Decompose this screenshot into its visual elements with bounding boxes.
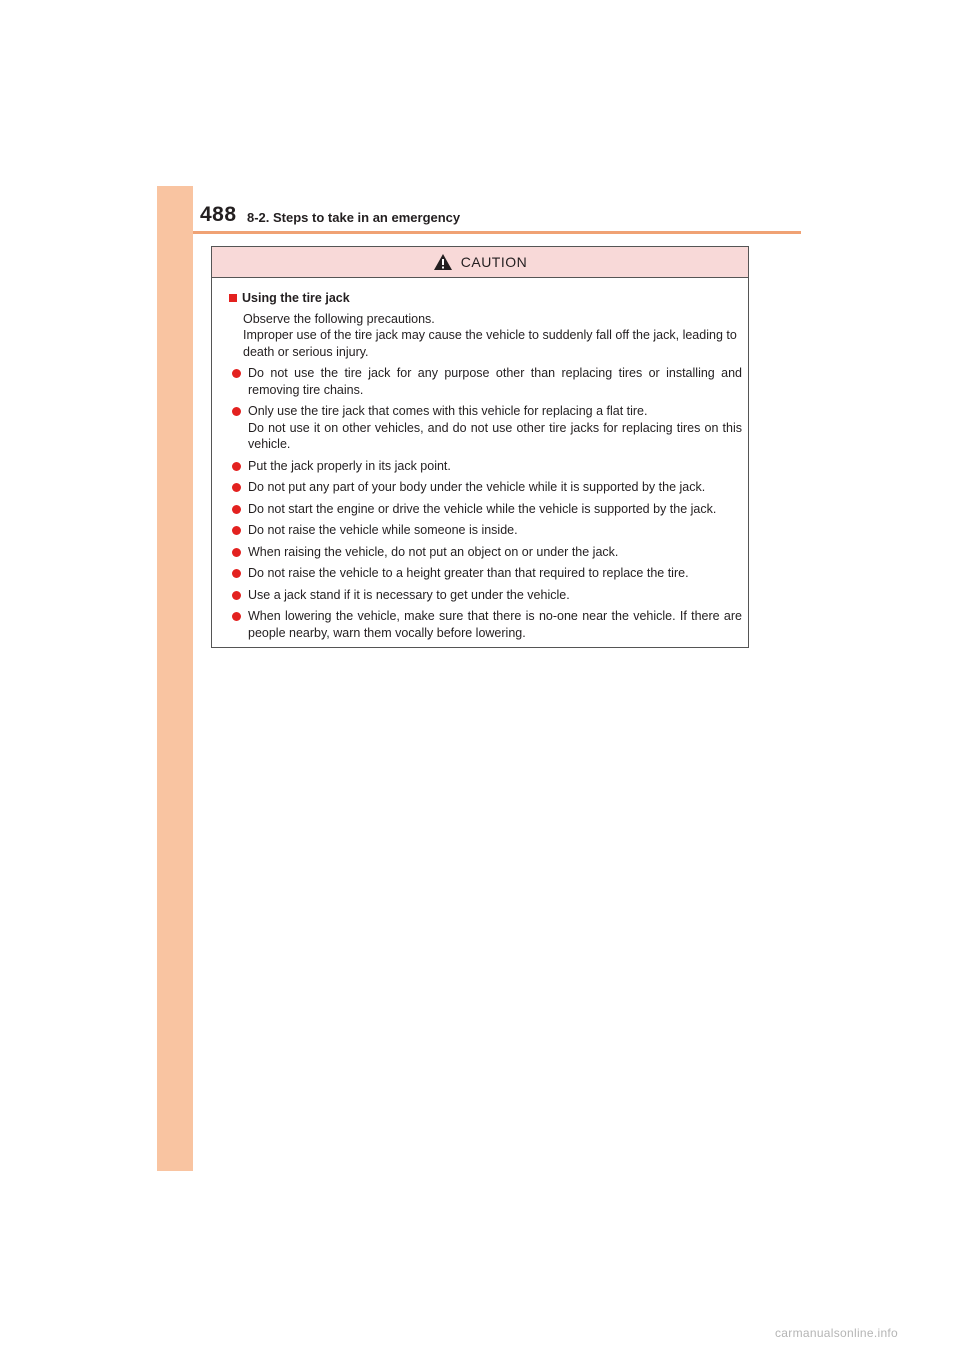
bullet-dot-icon bbox=[232, 569, 241, 578]
page-number: 488 bbox=[200, 203, 237, 226]
item-text: Do not raise the vehicle to a height greater than that required to replace the tire. bbox=[248, 566, 689, 580]
side-color-band bbox=[157, 186, 193, 1171]
bullet-dot-icon bbox=[232, 505, 241, 514]
list-item bbox=[229, 365, 742, 398]
bullet-dot-icon bbox=[232, 483, 241, 492]
square-bullet-icon bbox=[229, 294, 237, 302]
item-text: When lowering the vehicle, make sure that there is no-one near the vehicle. If there are people nearby, warn them vocally before lowering. bbox=[248, 609, 742, 640]
intro-text bbox=[229, 311, 742, 361]
list-item bbox=[229, 544, 742, 561]
watermark: carmanualsonline.info bbox=[775, 1326, 899, 1340]
item-text: Do not use it on other vehicles, and do not use other tire jacks for replacing tires on this vehicle. bbox=[248, 420, 742, 451]
item-text: Do not raise the vehicle while someone is inside. bbox=[248, 523, 518, 537]
bullet-dot-icon bbox=[232, 548, 241, 557]
item-text: Do not put any part of your body under the vehicle while it is supported by the jack. bbox=[248, 480, 706, 494]
intro-line: Observe the following precautions. bbox=[243, 311, 435, 326]
caution-subheading bbox=[229, 290, 742, 307]
caution-label: CAUTION bbox=[460, 254, 528, 270]
item-text: Use a jack stand if it is necessary to get under the vehicle. bbox=[248, 587, 570, 602]
bullet-dot-icon bbox=[232, 526, 241, 535]
item-text: Do not start the engine or drive the vehicle while the vehicle is supported by the jack. bbox=[248, 501, 717, 516]
item-text: Do not use the tire jack for any purpose other than replacing tires or installing and removing tire chains. bbox=[248, 366, 742, 397]
section-title: 8-2. Steps to take in an emergency bbox=[247, 210, 461, 225]
precaution-list bbox=[229, 365, 742, 641]
list-item bbox=[229, 479, 742, 496]
header-rule bbox=[193, 231, 801, 234]
subheading-text: Using the tire jack bbox=[242, 291, 350, 305]
caution-box bbox=[211, 246, 749, 648]
bullet-dot-icon bbox=[232, 612, 241, 621]
caution-body bbox=[212, 278, 748, 641]
item-text: Only use the tire jack that comes with this vehicle for replacing a flat tire. bbox=[248, 404, 648, 418]
list-item bbox=[229, 501, 742, 518]
bullet-dot-icon bbox=[232, 462, 241, 471]
warning-triangle-icon bbox=[433, 253, 453, 271]
intro-line: Improper use of the tire jack may cause the vehicle to suddenly fall off the jack, leading to death or serious injury. bbox=[243, 328, 737, 359]
list-item bbox=[229, 565, 742, 582]
list-item bbox=[229, 458, 742, 475]
page-header bbox=[193, 186, 801, 234]
list-item bbox=[229, 522, 742, 539]
item-text: When raising the vehicle, do not put an object on or under the jack. bbox=[248, 544, 619, 559]
bullet-dot-icon bbox=[232, 407, 241, 416]
caution-header bbox=[212, 247, 748, 278]
bullet-dot-icon bbox=[232, 369, 241, 378]
bullet-dot-icon bbox=[232, 591, 241, 600]
list-item bbox=[229, 403, 742, 453]
list-item bbox=[229, 608, 742, 641]
item-text: Put the jack properly in its jack point. bbox=[248, 458, 451, 473]
list-item bbox=[229, 587, 742, 604]
